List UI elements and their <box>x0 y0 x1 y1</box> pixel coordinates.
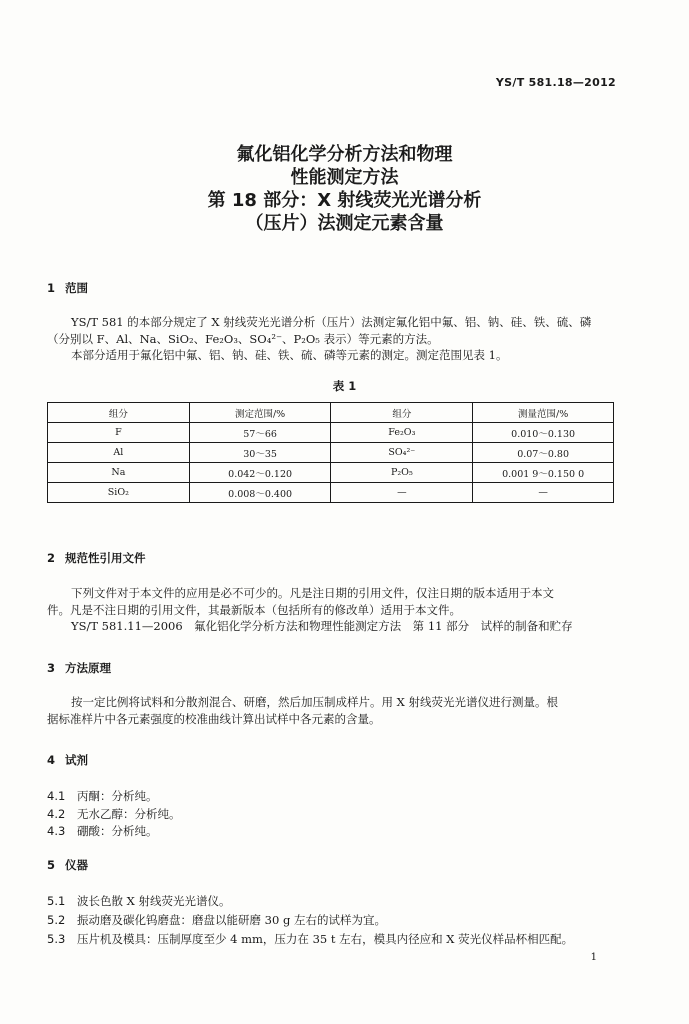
title-line-2: 性能测定方法 <box>290 167 399 188</box>
table-cell: Na <box>48 463 190 483</box>
table-header-cell: 测定范围/% <box>189 403 331 423</box>
title-line-1: 氟化铝化学分析方法和物理 <box>236 144 453 165</box>
table-row <box>48 423 614 443</box>
table-cell: — <box>473 483 614 503</box>
section-number: 5 <box>47 858 56 872</box>
table-cell: 0.008～0.400 <box>189 483 331 503</box>
table-cell: 0.010～0.130 <box>473 423 614 443</box>
table-header-cell: 测量范围/% <box>473 403 614 423</box>
section-title: 仪器 <box>65 858 88 872</box>
section-title: 范围 <box>65 281 88 295</box>
section-3-heading <box>47 660 111 676</box>
section-number: 2 <box>47 551 56 565</box>
paragraph-line: 本部分适用于氟化铝中氟、铝、钠、硅、铁、硫、磷等元素的测定。测定范围见表 1。 <box>71 348 508 362</box>
paragraph-line: YS/T 581 的本部分规定了 X 射线荧光光谱分析（压片）法测定氟化铝中氟、铝、钠、硅、铁、硫、磷 <box>71 315 592 329</box>
page-number: 1 <box>590 952 597 963</box>
table-cell: 57～66 <box>189 423 331 443</box>
section-5-heading <box>47 857 88 873</box>
section-2-heading <box>47 550 146 566</box>
table-caption: 表 1 <box>332 379 357 393</box>
paragraph-line: （分别以 F、Al、Na、SiO₂、Fe₂O₃、SO₄²⁻、P₂O₅ 表示）等元素的方法。 <box>47 331 439 346</box>
section-number: 3 <box>47 661 56 675</box>
table-cell: Al <box>48 443 190 463</box>
table-cell: 0.042～0.120 <box>189 463 331 483</box>
table-cell: — <box>331 483 473 503</box>
table-row <box>48 483 614 503</box>
list-item: 5.3 压片机及模具：压制厚度至少 4 mm，压力在 35 t 左右，模具内径应和 X 荧光仪样品杯相匹配。 <box>47 932 574 946</box>
paragraph-line: 件。凡是不注日期的引用文件，其最新版本（包括所有的修改单）适用于本文件。 <box>47 602 461 617</box>
section-title: 试剂 <box>65 753 88 767</box>
table-cell: F <box>48 423 190 443</box>
table-cell: 30～35 <box>189 443 331 463</box>
list-item: 4.3 硼酸：分析纯。 <box>47 824 158 838</box>
section-1-paragraph-1 <box>47 314 617 364</box>
range-table <box>47 402 614 503</box>
section-number: 4 <box>47 753 56 767</box>
table-cell: 0.07～0.80 <box>473 443 614 463</box>
paragraph-line: 按一定比例将试料和分散剂混合、研磨，然后加压制成样片。用 X 射线荧光光谱仪进行测量。根 <box>71 695 558 709</box>
list-item: 5.1 波长色散 X 射线荧光光谱仪。 <box>47 894 231 908</box>
section-title: 规范性引用文件 <box>65 551 146 565</box>
title-line-4: （压片）法测定元素含量 <box>245 213 444 234</box>
list-item: 4.2 无水乙醇：分析纯。 <box>47 807 181 821</box>
table-row <box>48 443 614 463</box>
paragraph-line: 下列文件对于本文件的应用是必不可少的。凡是注日期的引用文件，仅注日期的版本适用于本文 <box>71 586 554 600</box>
table-cell: 0.001 9～0.150 0 <box>473 463 614 483</box>
table-cell: SO₄²⁻ <box>331 443 473 463</box>
section-4-heading <box>47 752 88 768</box>
table-cell: Fe₂O₃ <box>331 423 473 443</box>
section-1-heading <box>47 280 88 296</box>
section-3-paragraph <box>47 694 617 727</box>
table-header-row <box>48 403 614 423</box>
list-item: 4.1 丙酮：分析纯。 <box>47 789 158 803</box>
table-row <box>48 463 614 483</box>
section-number: 1 <box>47 281 56 295</box>
section-2-paragraph <box>47 585 617 635</box>
standard-code: YS/T 581.18—2012 <box>495 76 616 89</box>
table-cell: P₂O₅ <box>331 463 473 483</box>
title-line-3: 第 18 部分：X 射线荧光光谱分析 <box>207 190 482 211</box>
paragraph-line: 据标准样片中各元素强度的校准曲线计算出试样中各元素的含量。 <box>47 711 381 726</box>
table-header-cell: 组分 <box>331 403 473 423</box>
table-header-cell: 组分 <box>48 403 190 423</box>
normative-reference: YS/T 581.11—2006 氟化铝化学分析方法和物理性能测定方法 第 11 部分 试样的制备和贮存 <box>71 619 573 633</box>
section-title: 方法原理 <box>65 661 111 675</box>
list-item: 5.2 振动磨及碳化钨磨盘：磨盘以能研磨 30 g 左右的试样为宜。 <box>47 913 386 927</box>
table-cell: SiO₂ <box>48 483 190 503</box>
document-title <box>0 143 689 235</box>
